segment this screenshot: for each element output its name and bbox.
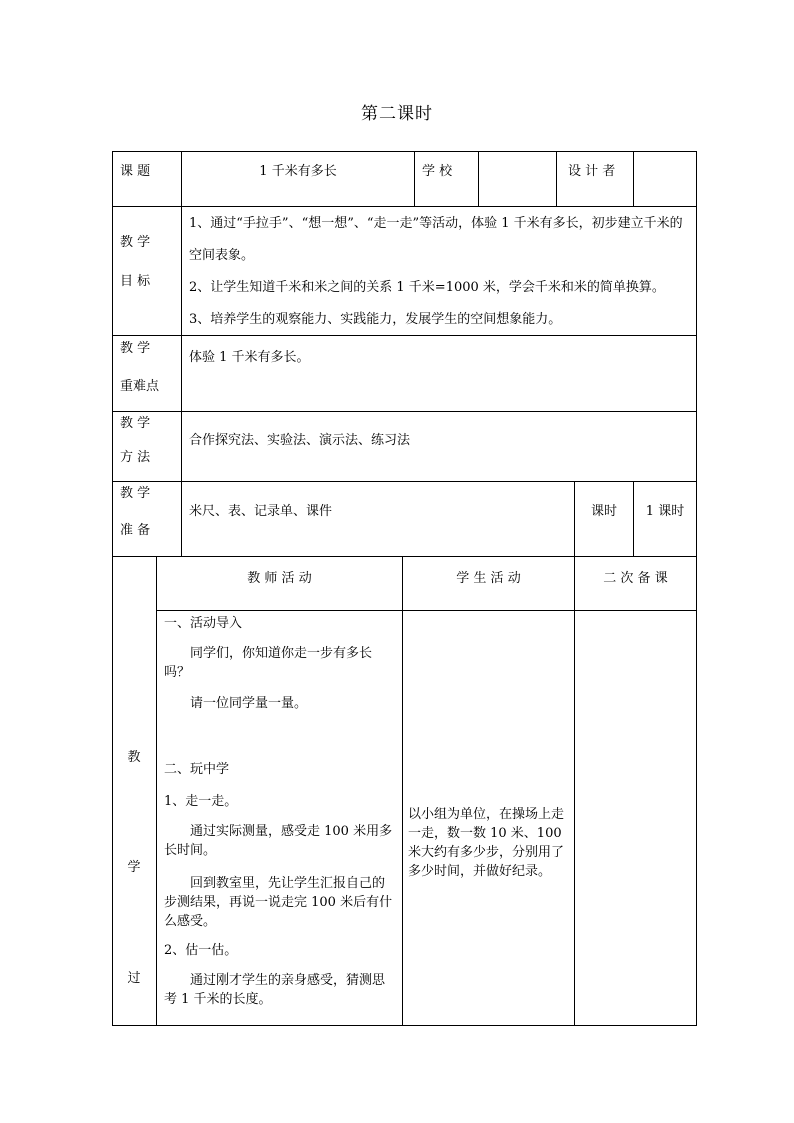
teacher-section-2-item-2: 2、估一估。 [164, 943, 238, 958]
designer-label: 设 计 者 [568, 164, 616, 179]
table-border-top [112, 151, 697, 152]
prep-value: 米尺、表、记录单、课件 [189, 504, 333, 519]
row-divider [112, 206, 697, 207]
goals-label-line2: 目 标 [120, 274, 151, 289]
lesson-plan-table [112, 151, 697, 1026]
process-label-char-2: 学 [127, 860, 141, 875]
teacher-section-2-paragraph-1: 通过实际测量，感受走 100 米用多长时间。 [164, 824, 393, 858]
prep-label-line1: 教 学 [120, 486, 151, 501]
period-value: 1 课时 [645, 504, 685, 519]
page-title: 第二课时 [361, 104, 433, 124]
goal-item-1: 1、通过“手拉手”、“想一想”、“走一走”等活动，体验 1 千米有多长，初步建立千米的空间表象。 [189, 216, 683, 263]
difficulty-label-line2: 重难点 [120, 379, 160, 394]
method-value: 合作探究法、实验法、演示法、练习法 [189, 433, 411, 448]
table-border-left [112, 151, 113, 1026]
column-header-teacher: 教 师 活 动 [247, 571, 312, 586]
column-divider [414, 151, 415, 206]
column-divider [574, 556, 575, 1026]
prep-label-line2: 准 备 [120, 523, 151, 538]
topic-label: 课 题 [120, 164, 151, 179]
goals-content [189, 208, 691, 336]
teacher-section-1-paragraph-2: 请一位同学量一量。 [190, 696, 308, 711]
method-label-line1: 教 学 [120, 416, 151, 431]
row-divider [156, 610, 697, 611]
student-activity-text: 以小组为单位，在操场上走一走，数一数 10 米、100 米大约有多少步，分别用了多少时间，并做好纪录。 [408, 807, 565, 879]
table-border-bottom [112, 1025, 697, 1026]
difficulty-label-line1: 教 学 [120, 341, 151, 356]
method-label-line2: 方 法 [120, 450, 151, 465]
table-border-right [696, 151, 697, 1026]
teacher-section-2-item-1: 1、走一走。 [164, 794, 238, 809]
column-divider [556, 151, 557, 206]
teacher-section-2-paragraph-2: 回到教室里，先让学生汇报自己的步测结果，再说一说走完 100 米后有什么感受。 [164, 876, 393, 929]
process-label-char-1: 教 [127, 750, 141, 765]
column-divider [402, 556, 403, 1026]
row-divider [112, 556, 697, 557]
teacher-section-2-title: 二、玩中学 [164, 762, 230, 777]
column-header-student: 学 生 活 动 [456, 571, 521, 586]
teacher-section-2-paragraph-3: 通过刚才学生的亲身感受，猜测思考 1 千米的长度。 [164, 973, 386, 1007]
goals-label-line1: 教 学 [120, 235, 151, 250]
column-header-backup: 二 次 备 课 [603, 571, 668, 586]
period-label: 课时 [590, 504, 617, 519]
column-divider [478, 151, 479, 206]
school-label: 学 校 [422, 164, 453, 179]
column-divider [633, 151, 634, 206]
process-label-char-3: 过 [127, 971, 141, 986]
goal-item-3: 3、培养学生的观察能力、实践能力，发展学生的空间想象能力。 [189, 312, 562, 327]
difficulty-value: 体验 1 千米有多长。 [189, 350, 310, 365]
goal-item-2: 2、让学生知道千米和米之间的关系 1 千米=1000 米，学会千米和米的简单换算。 [189, 280, 665, 295]
column-divider [156, 556, 157, 1026]
row-divider [112, 411, 697, 412]
teacher-section-1-title: 一、活动导入 [164, 616, 243, 631]
row-divider [112, 481, 697, 482]
teacher-section-1-paragraph-1: 同学们，你知道你走一步有多长吗？ [164, 646, 373, 680]
label-column-divider [181, 151, 182, 556]
topic-value: 1 千米有多长 [259, 164, 337, 179]
